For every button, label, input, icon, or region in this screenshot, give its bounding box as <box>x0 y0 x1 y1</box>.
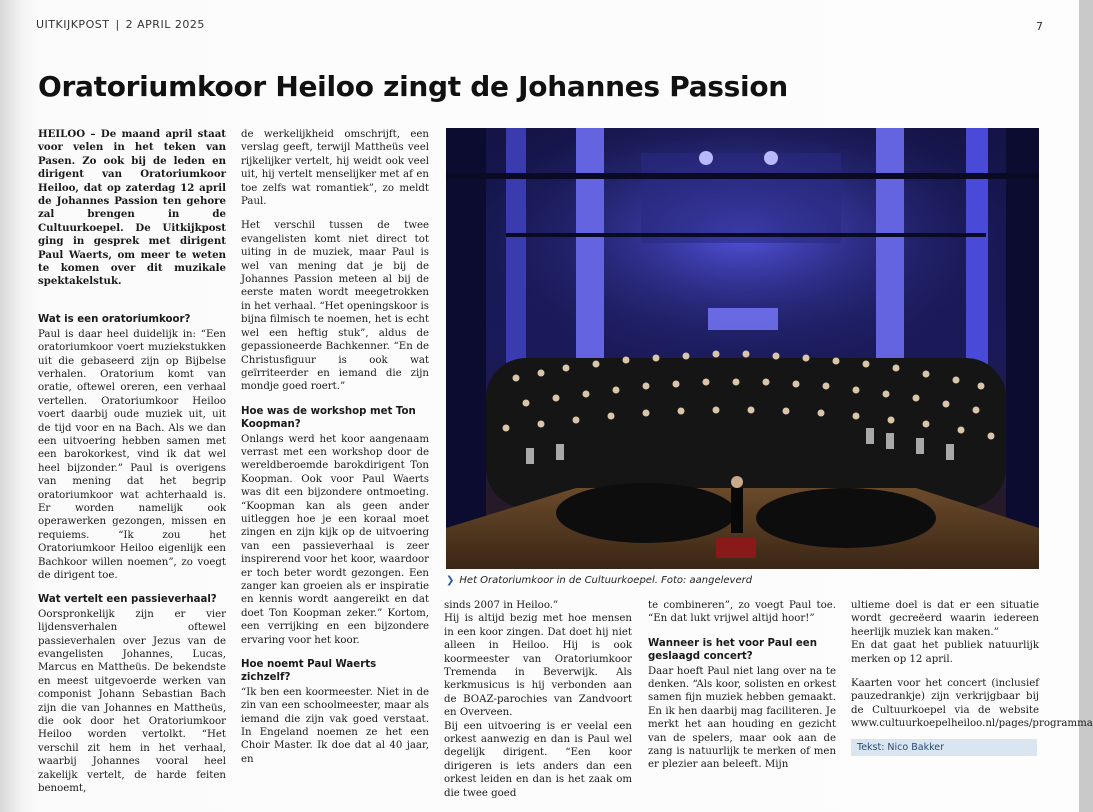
paragraph: Paul is daar heel duidelijk in: “Een oratoriumkoor voert muziekstukken uit die gebaseerd zijn op Bijbelse verhalen. Oratorium komt van oratie, oftewel oreren, een verhaal vertellen. Oratoriumkoor Heiloo voert daarbij oude muziek uit, uit de tijd voor en na Bach. Als we dan een uitvoering hebben samen met een barokorkest, vind ik dat wel heel bijzonder.” Paul is overigens van mening dat het begrip oratoriumkoor wat achterhaald is. Er worden namelijk ook operawerken gezongen, missen en requiems. “Ik zou het Oratoriumkoor Heiloo eigenlijk een Bachkoor willen noemen”, zo voegt de dirigent toe. <box>38 328 226 581</box>
article-headline: Oratoriumkoor Heiloo zingt de Johannes Passion <box>38 70 788 103</box>
article-column-2 <box>241 128 429 798</box>
paragraph: de werkelijkheid omschrijft, een verslag geeft, terwijl Mattheüs veel rijkelijker vertelt, hij weidt ook veel uit, hij vertelt menselijker met af en toe zelfs wat romantiek”, zo meldt Paul. <box>241 129 429 208</box>
publication-date: 2 APRIL 2025 <box>125 18 205 31</box>
header-separator: | <box>115 18 120 31</box>
article-column-5 <box>851 599 1093 799</box>
page-number: 7 <box>1036 20 1043 33</box>
paragraph: te combineren”, zo voegt Paul toe. “En dat lukt vrijwel altijd hoor!” <box>648 600 836 625</box>
subheading: Wat vertelt een passieverhaal? <box>38 594 217 606</box>
paragraph: En dat gaat het publiek natuurlijk merken op 12 april. <box>851 640 1039 665</box>
paragraph: Het verschil tussen de twee evangelisten komt niet direct tot uiting in de muziek, maar Paul is wel van mening dat je bij de Johannes Passion meteen al bij de eerste maten wordt meegetrokken in het verhaal. “Het openingskoor is bijna filmisch te noemen, het is echt wel een heftig stuk”, aldus de gepassioneerde Bachkenner. “En de Christusfiguur is ook wat geïrriteerder en iemand die zijn mondje goed roert.” <box>241 220 429 393</box>
chevron-right-icon: ❯ <box>446 575 455 586</box>
subheading: Wanneer is het voor Paul een geslaagd concert? <box>648 637 817 663</box>
subheading: Hoe was de workshop met Ton Koopman? <box>241 405 416 431</box>
subheading: Hoe noemt Paul Waerts zichzelf? <box>241 659 377 684</box>
article-column-1 <box>38 128 226 798</box>
caption-text: Het Oratoriumkoor in de Cultuurkoepel. Foto: aangeleverd <box>459 575 753 586</box>
paragraph: Hij is altijd bezig met hoe mensen in een koor zingen. Dat doet hij niet alleen in Heiloo. Hij is ook koormeester van Oratoriumkoor Tremenda in Beverwijk. Als kerkmusicus is hij verbonden aan de BOAZ-parochies van Zandvoort en Overveen. <box>444 613 632 719</box>
pillar <box>506 128 526 398</box>
concert-photo <box>446 128 1039 569</box>
subheading: Wat is een oratoriumkoor? <box>38 314 191 326</box>
paragraph: Onlangs werd het koor aangenaam verrast met een workshop door de wereldberoemde barokdirigent Ton Koopman. Ook voor Paul Waerts was dit een bijzondere ontmoeting. “Koopman kan als geen ander uitleggen hoe je een koraal moet zingen en zijn kijk op de uitvoering van een passieverhaal is zeer inspirerend voor het koor, waardoor er toch beter wordt gezongen. Een zanger kan groeien als er inspiratie en kennis wordt aangereikt en dat doet Ton Koopman zeker.” Kortom, een verrijking en een bijzondere ervaring voor het koor. <box>241 433 429 646</box>
spacer <box>38 300 226 313</box>
paragraph: “Ik ben een koormeester. Niet in de zin van een schoolmeester, maar als iemand die zijn vak goed verstaat. In Engeland noemen ze het een Choir Master. Ik doe dat al 40 jaar, en <box>241 686 429 765</box>
concert-photo-illustration <box>446 128 1039 569</box>
paragraph: sinds 2007 in Heiloo.” <box>444 600 559 611</box>
article-column-4 <box>648 599 836 799</box>
article-column-3 <box>444 599 632 799</box>
paragraph: Daar hoeft Paul niet lang over na te denken. “Als koor, solisten en orkest samen fijn muziek hebben gemaakt. En ik hen daarbij mag faciliteren. Je merkt het aan houding en gezicht van de spelers, maar ook aan de zang is natuurlijk te merken of men er plezier aan beleeft. Mijn <box>648 665 836 771</box>
paragraph: Kaarten voor het concert (inclusief pauzedrankje) zijn verkrijgbaar bij de Cultuurkoepel via de website www.cultuurkoepelheiloo.nl/pages/programma <box>851 678 1093 730</box>
page-header <box>36 18 205 31</box>
paragraph: Oorspronkelijk zijn er vier lijdensverhalen oftewel passieverhalen over Jezus van de evangelisten Johannes, Lucas, Marcus en Mattheüs. De bekendste en meest uitgevoerde werken van componist Johann Sebastian Bach zijn die van Johannes en Mattheüs, die ook door het Oratoriumkoor Heiloo worden vertolkt. “Het verschil zit hem in het verhaal, waarbij Johannes vooral heel zakelijk vertelt, de harde feiten benoemt, <box>38 608 226 795</box>
paragraph: Bij een uitvoering is er veelal een orkest aanwezig en dan is Paul wel degelijk dirigent. “Een koor dirigeren is iets anders dan een orkest leiden en dan is het zaak om die twee goed <box>444 720 632 799</box>
article-intro: HEILOO – De maand april staat voor velen in het teken van Pasen. Zo ook bij de leden en dirigent van Oratoriumkoor Heiloo, dat op zaterdag 12 april de Johannes Passion ten gehore zal brengen in de Cultuurkoepel. De Uitkijkpost ging in gesprek met dirigent Paul Waerts, om meer te weten te komen over dit muzikale spektakelstuk. <box>38 128 226 288</box>
publication-name: UITKIJKPOST <box>36 18 110 31</box>
author-credit: Tekst: Nico Bakker <box>851 739 1037 756</box>
photo-caption <box>446 575 1039 586</box>
paragraph: ultieme doel is dat er een situatie wordt gecreëerd waarin iedereen heerlijk muziek kan maken.” <box>851 600 1039 638</box>
